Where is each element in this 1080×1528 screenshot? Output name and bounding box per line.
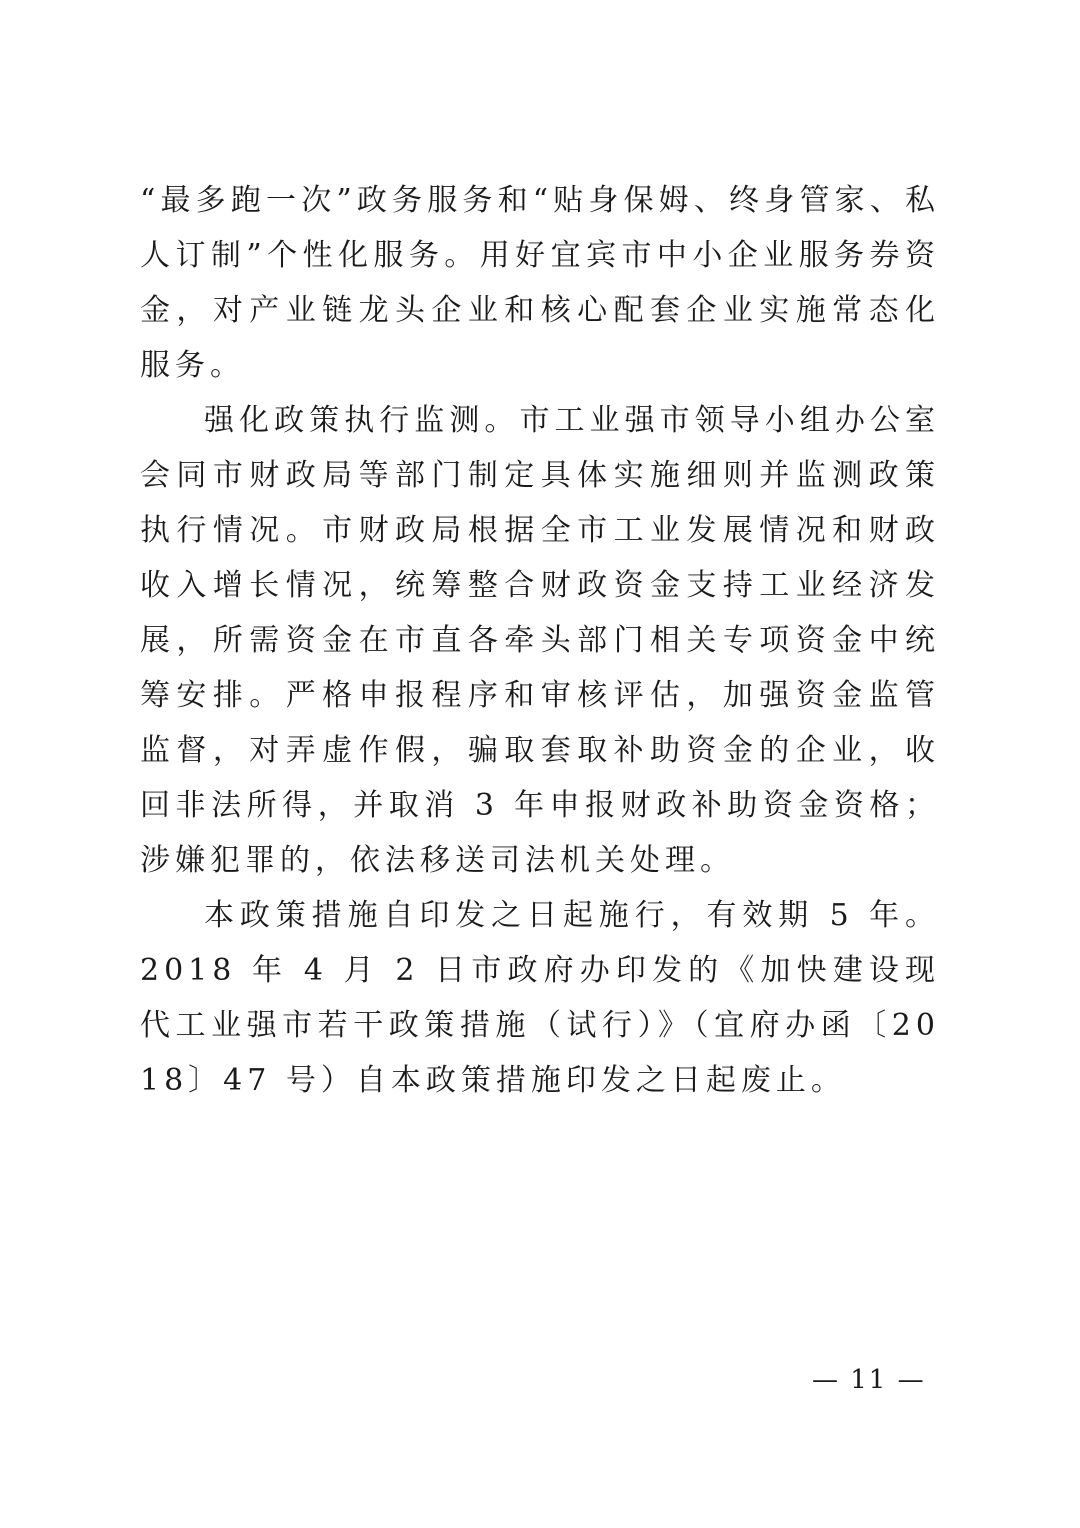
paragraph-continuation: “最多跑一次”政务服务和“贴身保姆、终身管家、私人订制”个性化服务。用好宜宾市中小企业服务券资金，对产业链龙头企业和核心配套企业实施常态化服务。 (140, 183, 940, 383)
document-body (140, 173, 940, 1108)
paragraph-policy-monitoring: 强化政策执行监测。市工业强市领导小组办公室会同市财政局等部门制定具体实施细则并监测政策执行情况。市财政局根据全市工业发展情况和财政收入增长情况，统筹整合财政资金支持工业经济发展，所需资金在市直各牵头部门相关专项资金中统筹安排。严格申报程序和审核评估，加强资金监管监督，对弄虚作假，骗取套取补助资金的企业，收回非法所得，并取消 3 年申报财政补助资金资格；涉嫌犯罪的，依法移送司法机关处理。 (140, 403, 940, 878)
paragraph-effective-date: 本政策措施自印发之日起施行，有效期 5 年。2018 年 4 月 2 日市政府办印发的《加快建设现代工业强市若干政策措施（试行）》（宜府办函〔2018〕47 号）自本政策措施印发之日起废止。 (140, 898, 940, 1098)
page-number: — 11 — (812, 1365, 926, 1395)
